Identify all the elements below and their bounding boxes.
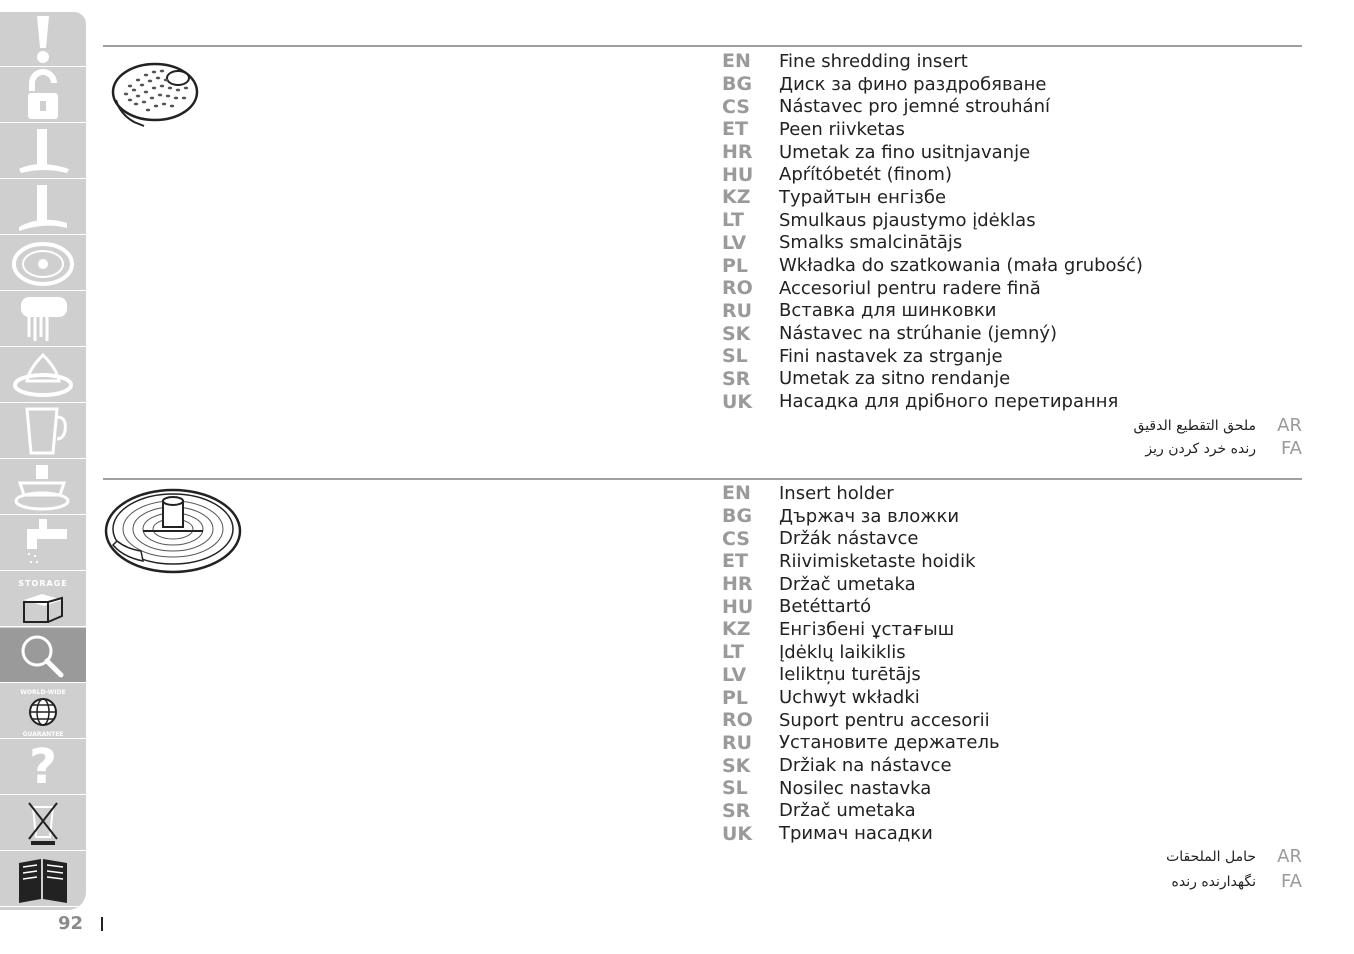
language-code: ET: [722, 550, 748, 573]
list-item: [722, 254, 1143, 277]
language-code: BG: [722, 505, 753, 528]
language-code: CS: [722, 527, 750, 550]
list-item: [1166, 869, 1302, 894]
part-name: Riivimisketaste hoidik: [779, 550, 976, 572]
tab-product-overview[interactable]: [0, 628, 86, 683]
part-name: Insert holder: [779, 482, 894, 504]
svg-text:STORAGE: STORAGE: [18, 579, 68, 588]
list-item: [722, 118, 1143, 141]
language-code: RO: [722, 277, 753, 300]
list-item: [722, 141, 1143, 164]
language-code: EN: [722, 50, 751, 73]
part-name: Fini nastavek za strganje: [779, 345, 1003, 367]
list-item: [722, 300, 1143, 323]
list-item: [722, 209, 1143, 232]
language-list: [722, 482, 1000, 845]
tab-unlock[interactable]: [0, 68, 86, 123]
part-name: Accesoriul pentru radere fină: [779, 277, 1041, 299]
language-code: SR: [722, 799, 751, 822]
list-item: [722, 573, 1000, 596]
part-name: Nástavec pro jemné strouhání: [779, 96, 1050, 118]
list-item: [1134, 437, 1302, 460]
list-item: [1134, 414, 1302, 437]
part-name: Тримач насадки: [779, 823, 933, 845]
tab-slicing-disc[interactable]: [0, 236, 86, 291]
part-name: Насадка для дрібного перетирання: [779, 391, 1119, 413]
list-item: [722, 527, 1000, 550]
language-code: UK: [722, 822, 753, 845]
language-code: SL: [722, 345, 748, 368]
language-code: AR: [1277, 846, 1302, 867]
part-name: Ieliktņu turētājs: [779, 664, 921, 686]
list-item: [722, 686, 1000, 709]
part-name: Smulkaus pjaustymo įdėklas: [779, 209, 1036, 231]
part-name: Držák nástavce: [779, 528, 919, 550]
question-icon: [23, 741, 63, 793]
list-item: [722, 232, 1143, 255]
slicing-disc-icon: [10, 238, 76, 288]
part-name: Турайтын енгізбе: [779, 186, 947, 208]
tab-kneading-blade[interactable]: [0, 180, 86, 235]
svg-text:WORLD-WIDE: WORLD-WIDE: [20, 689, 66, 696]
list-item: [722, 322, 1143, 345]
tab-environment[interactable]: [0, 796, 86, 851]
part-name: Apŕítóbetét (finom): [779, 164, 952, 186]
part-name: Fine shredding insert: [779, 50, 968, 72]
part-name: Držiak na nástavce: [779, 755, 952, 777]
page-separator: [101, 917, 103, 931]
part-name: Įdėklų laikiklis: [779, 641, 906, 663]
section-divider: [103, 45, 1302, 47]
part-name: نگهدارنده رنده: [1171, 873, 1256, 890]
section-divider: [103, 478, 1302, 480]
list-item: [722, 754, 1000, 777]
list-item: [722, 618, 1000, 641]
fine-shredding-insert-image: [108, 58, 200, 130]
list-item: [722, 822, 1000, 845]
language-code: SL: [722, 777, 748, 800]
language-code: LT: [722, 209, 744, 232]
unlock-icon: [18, 69, 68, 121]
list-item: [722, 345, 1143, 368]
language-code: FA: [1280, 871, 1302, 892]
list-item: [722, 482, 1000, 505]
part-name: Uchwyt wkładki: [779, 687, 920, 709]
language-code: KZ: [722, 618, 751, 641]
tab-chopping-blade[interactable]: [0, 124, 86, 179]
blender-jar-icon: [13, 405, 73, 457]
language-code: LV: [722, 231, 747, 254]
part-name: Peen riivketas: [779, 118, 905, 140]
language-list: [722, 50, 1143, 413]
part-name: Вставка для шинковки: [779, 300, 997, 322]
mill-icon: [10, 461, 76, 513]
list-item: [722, 277, 1143, 300]
manual-book-icon: [13, 853, 73, 905]
list-item: [1166, 844, 1302, 869]
language-code: SK: [722, 754, 751, 777]
list-item: [722, 73, 1143, 96]
part-name: Umetak za fino usitnjavanje: [779, 141, 1031, 163]
magnifier-icon: [13, 629, 73, 681]
part-name: رنده خرد کردن ریز: [1145, 440, 1256, 457]
list-item: [722, 664, 1000, 687]
language-code: HU: [722, 163, 754, 186]
svg-text:?: ?: [29, 741, 57, 793]
language-code: KZ: [722, 186, 751, 209]
part-name: Wkładka do szatkowania (mała grubość): [779, 255, 1143, 277]
part-name: Umetak za sitno rendanje: [779, 368, 1011, 390]
sidebar-navigation: [0, 12, 86, 910]
part-name: حامل الملحقات: [1166, 848, 1256, 865]
chopping-blade-icon: [13, 125, 73, 177]
tab-important[interactable]: [0, 12, 86, 67]
part-name: Suport pentru accesorii: [779, 709, 990, 731]
list-item: [722, 505, 1000, 528]
tab-cleaning[interactable]: [0, 516, 86, 571]
language-code: AR: [1277, 415, 1302, 436]
tab-questions[interactable]: [0, 740, 86, 795]
part-name: Držač umetaka: [779, 800, 916, 822]
part-name: Диск за фино раздробяване: [779, 73, 1047, 95]
language-code: FA: [1280, 438, 1302, 459]
tab-guarantee[interactable]: [0, 684, 86, 739]
whisk-icon: [13, 293, 73, 345]
list-item: [722, 50, 1143, 73]
list-item: [722, 800, 1000, 823]
list-item: [722, 95, 1143, 118]
list-item: [722, 641, 1000, 664]
language-code: LT: [722, 641, 744, 664]
tab-whisk[interactable]: [0, 292, 86, 347]
part-name: Nástavec na strúhanie (jemný): [779, 323, 1058, 345]
insert-holder-image: [103, 487, 243, 577]
language-code: ET: [722, 118, 748, 141]
language-code: HR: [722, 141, 753, 164]
list-item: [722, 550, 1000, 573]
tab-mill[interactable]: [0, 460, 86, 515]
cleaning-tap-icon: [13, 517, 73, 569]
recycle-bin-icon: [23, 797, 63, 849]
language-code: SK: [722, 322, 751, 345]
tab-citrus-press[interactable]: [0, 348, 86, 403]
important-icon: [23, 13, 63, 65]
part-name: ملحق التقطيع الدقيق: [1133, 417, 1256, 434]
language-code: BG: [722, 73, 753, 96]
part-name: Betéttartó: [779, 596, 872, 618]
part-name: Smalks smalcinātājs: [779, 232, 963, 254]
part-name: Установите держатель: [779, 732, 1000, 754]
language-code: EN: [722, 482, 751, 505]
tab-manual[interactable]: [0, 852, 86, 907]
list-item: [722, 595, 1000, 618]
rtl-language-list: [1134, 414, 1302, 460]
part-name: Енгізбені ұстағыш: [779, 618, 955, 640]
language-code: LV: [722, 663, 747, 686]
language-code: CS: [722, 95, 750, 118]
rtl-language-list: [1166, 844, 1302, 894]
tab-blender-jar[interactable]: [0, 404, 86, 459]
language-code: SR: [722, 367, 751, 390]
list-item: [722, 709, 1000, 732]
citrus-press-icon: [10, 349, 76, 401]
part-name: Držač umetaka: [779, 573, 916, 595]
tab-storage[interactable]: [0, 572, 86, 627]
language-code: RU: [722, 731, 753, 754]
storage-box-icon: [10, 572, 76, 626]
page-number: 92: [58, 913, 84, 934]
list-item: [722, 732, 1000, 755]
list-item: [722, 368, 1143, 391]
list-item: [722, 163, 1143, 186]
language-code: PL: [722, 254, 749, 277]
language-code: HR: [722, 573, 753, 596]
part-name: Nosilec nastavka: [779, 777, 932, 799]
globe-icon: [10, 684, 76, 738]
list-item: [722, 777, 1000, 800]
part-name: Държач за вложки: [779, 505, 960, 527]
language-code: RO: [722, 709, 753, 732]
svg-text:GUARANTEE: GUARANTEE: [22, 731, 64, 738]
language-code: PL: [722, 686, 749, 709]
language-code: HU: [722, 595, 754, 618]
list-item: [722, 186, 1143, 209]
list-item: [722, 390, 1143, 413]
kneading-blade-icon: [13, 181, 73, 233]
language-code: UK: [722, 390, 753, 413]
language-code: RU: [722, 299, 753, 322]
